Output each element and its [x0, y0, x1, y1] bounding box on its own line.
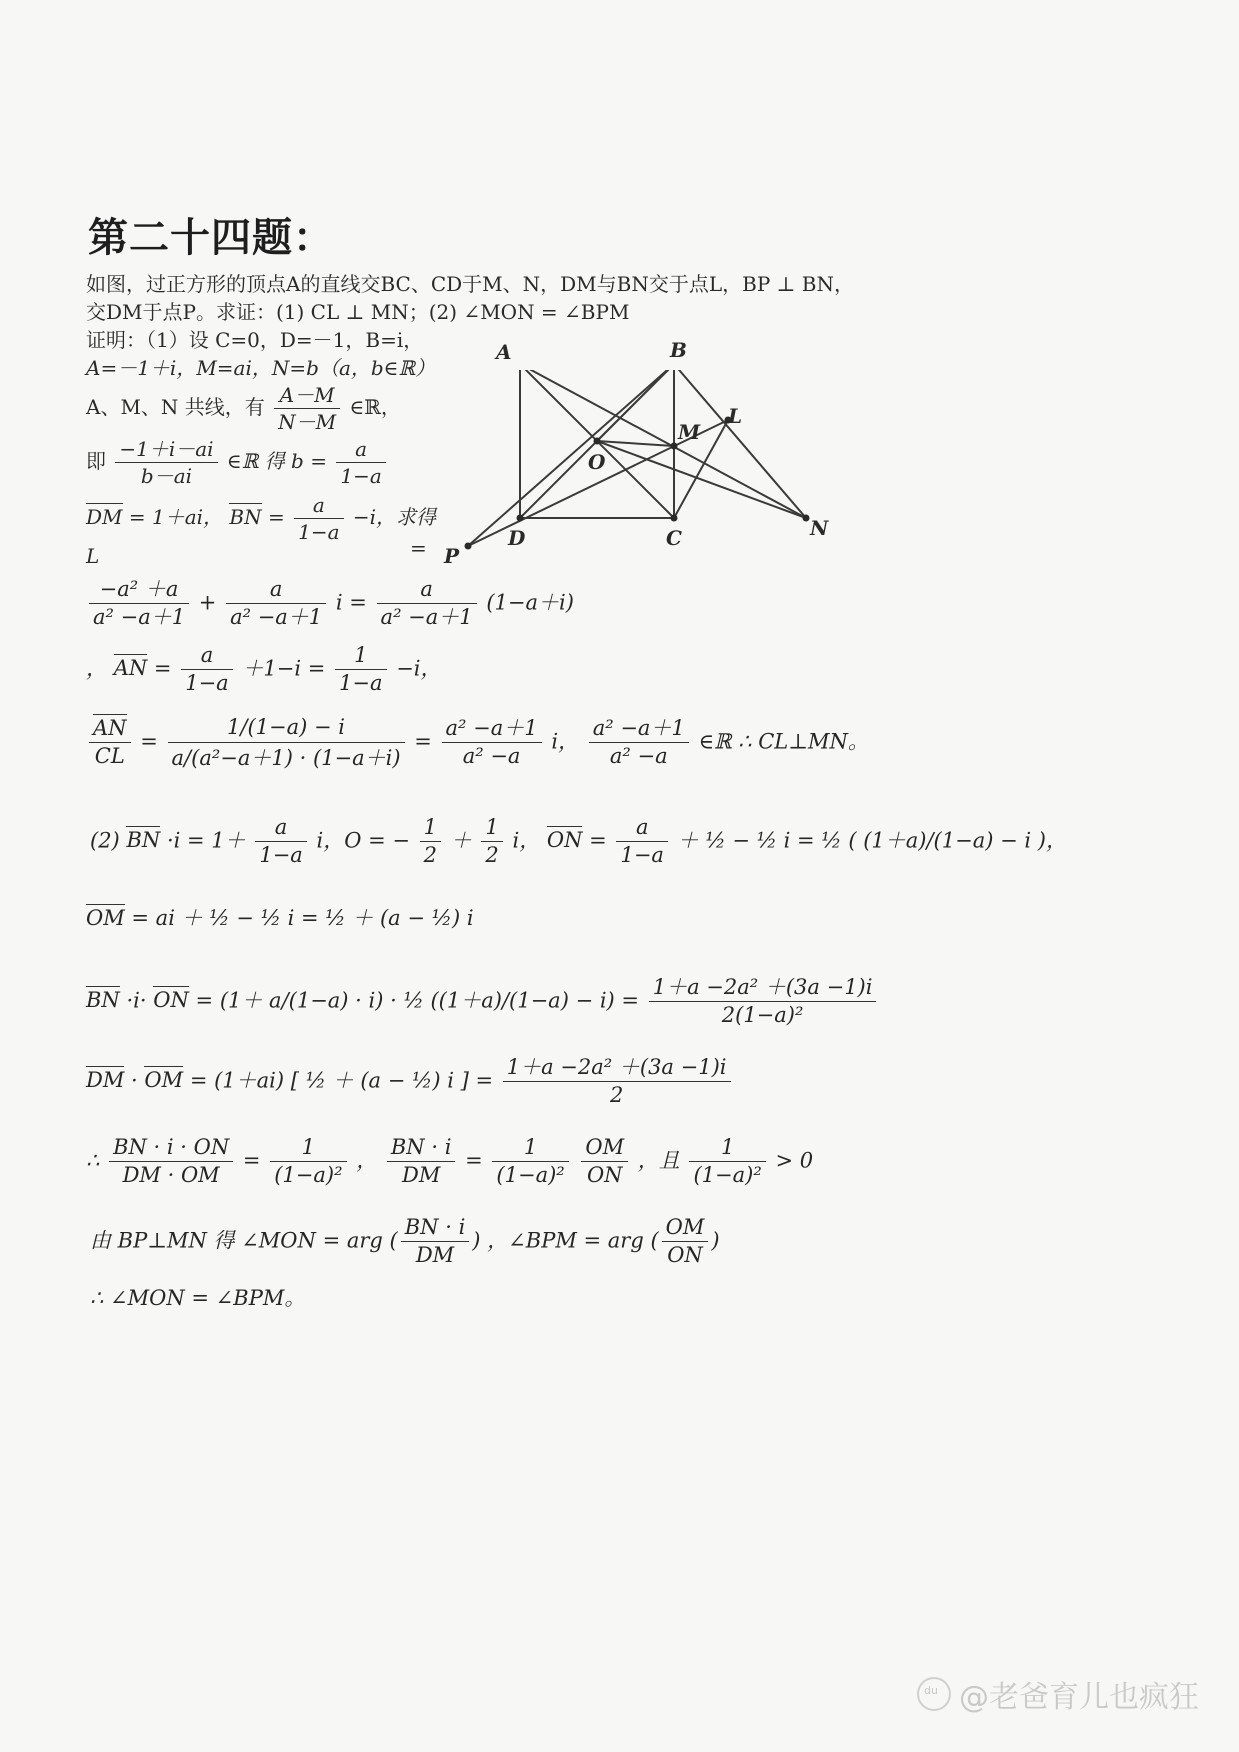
numerator: 1	[492, 1134, 568, 1162]
proof-collinear	[86, 382, 401, 435]
line-on	[597, 441, 806, 518]
numerator: a² −a＋1	[589, 715, 689, 743]
text: ＋1−i =	[242, 656, 326, 681]
fraction	[401, 1214, 470, 1270]
denominator: a² −a＋1	[230, 605, 323, 630]
text: =	[267, 505, 285, 529]
text: i =	[335, 590, 367, 615]
denominator: DM	[415, 1243, 455, 1268]
fraction	[335, 642, 386, 698]
fraction	[387, 1134, 456, 1190]
vector-dm: DM	[86, 505, 123, 529]
numerator: a	[255, 814, 306, 842]
denominator: 1−a	[339, 671, 383, 696]
text: ∈ℝ ∴ CL⊥MN。	[698, 729, 869, 754]
denominator: a² −a	[462, 744, 521, 769]
conclusion: ∴ ∠MON = ∠BPM。	[90, 1286, 306, 1310]
proof-vectors-dm-bn	[86, 492, 436, 545]
text: ·	[131, 1068, 138, 1093]
proof-l-label: L	[86, 544, 100, 568]
denominator: N－M	[278, 410, 337, 434]
fraction	[662, 1214, 709, 1270]
denominator	[89, 743, 131, 770]
denominator: 2	[423, 843, 438, 868]
vector-bn: BN	[229, 505, 262, 529]
vector-dm: DM	[86, 1068, 125, 1093]
numerator: 1	[270, 1134, 346, 1162]
fraction	[274, 382, 340, 435]
text: ，且	[637, 1148, 680, 1173]
denominator: a² −a＋1	[380, 605, 473, 630]
proof-setup-1: 证明：（1）设 C=0，D=－1，B=i，	[86, 328, 424, 352]
text: ，	[356, 1148, 378, 1173]
text: i，	[512, 828, 541, 853]
denominator: 2	[609, 1083, 624, 1108]
line-bn	[674, 370, 806, 518]
text: = (1＋ai) [ ½ ＋ (a − ½) i ] =	[189, 1068, 494, 1093]
text: 由 BP⊥MN 得 ∠MON = arg	[90, 1228, 383, 1253]
equation-l-value	[86, 576, 574, 632]
text: (1−a＋i)	[486, 590, 574, 615]
equation-ratio	[86, 1134, 813, 1190]
equation-dm-om	[86, 1054, 734, 1110]
label-m: M	[678, 420, 701, 444]
text: ·i·	[126, 988, 147, 1013]
numerator: 1＋a −2a² ＋(3a −1)i	[503, 1054, 731, 1082]
fraction	[115, 436, 217, 489]
watermark-text: @老爸育儿也疯狂	[959, 1680, 1199, 1715]
equation-an-over-cl	[86, 712, 869, 774]
point-c	[671, 515, 678, 522]
operator: =	[140, 729, 158, 754]
operator: =	[414, 729, 432, 754]
fraction	[168, 712, 405, 774]
numerator: −a² ＋a	[89, 576, 189, 604]
equation-part2	[90, 814, 1067, 870]
fraction	[270, 1134, 346, 1190]
denominator: a² −a	[609, 744, 668, 769]
point-m	[671, 443, 678, 450]
proof-solve-b	[86, 436, 389, 489]
fraction	[420, 814, 441, 870]
numerator: a	[294, 492, 343, 519]
problem-line-1: 如图，过正方形的顶点A的直线交BC、CD于M、N，DM与BN交于点L，BP ⊥ BN，	[86, 272, 854, 296]
equation-args: 由 BP⊥MN 得 ∠MON = arg ( $\frac{BN \cdot i}{DM}$ ) ，∠BPM = arg ( $\frac{OM}{ON}$ )	[90, 1214, 720, 1270]
numerator: 1	[335, 642, 386, 670]
label-d: D	[508, 526, 526, 550]
numerator	[89, 715, 131, 743]
fraction	[503, 1054, 731, 1110]
operator: +	[198, 590, 217, 615]
vector-cl: CL	[94, 744, 125, 769]
point-o	[594, 438, 601, 445]
proof-setup-2: A=－1＋i，M=ai，N=b（a，b∈ℝ）	[86, 356, 436, 380]
text: i，	[551, 729, 580, 754]
text: ∈ℝ，	[349, 395, 401, 419]
text: = 1＋ai，	[128, 505, 224, 529]
fraction	[336, 436, 385, 489]
text: ，∠BPM = arg	[487, 1228, 644, 1253]
label-a: A	[496, 340, 512, 364]
vector-on: ON	[546, 828, 583, 853]
numerator: a	[226, 576, 326, 604]
problem-line-2: 交DM于点P。求证：(1) CL ⊥ MN；(2) ∠MON = ∠BPM	[86, 300, 630, 324]
text: =	[465, 1148, 483, 1173]
text: =	[589, 828, 607, 853]
numerator: 1	[481, 814, 502, 842]
numerator: 1＋a −2a² ＋(3a −1)i	[649, 974, 877, 1002]
text: ∈ℝ 得 b =	[226, 449, 327, 473]
vector-on: ON	[153, 988, 189, 1013]
vector-bn: BN	[126, 828, 161, 853]
fraction	[481, 814, 502, 870]
label-o: O	[588, 450, 606, 474]
text: ∴	[86, 1148, 100, 1173]
text: 即	[86, 449, 106, 473]
label-p: P	[444, 544, 460, 568]
denominator: 2	[485, 843, 499, 868]
fraction	[616, 814, 667, 870]
numerator: a	[181, 642, 232, 670]
fraction	[89, 576, 189, 632]
numerator: BN · i	[387, 1134, 456, 1162]
numerator: a² −a＋1	[442, 715, 542, 743]
label-l: L	[728, 404, 743, 428]
numerator: OM	[662, 1214, 709, 1242]
line-an	[520, 370, 806, 518]
fraction	[255, 814, 306, 870]
fraction	[589, 715, 689, 771]
denominator: 1−a	[620, 843, 664, 868]
text: ，	[86, 656, 107, 681]
numerator: A－M	[274, 382, 340, 409]
text: (2)	[90, 828, 120, 853]
fraction	[581, 1134, 628, 1190]
denominator: a² −a＋1	[93, 605, 186, 630]
text: i，O = −	[316, 828, 410, 853]
vector-bn: BN	[86, 988, 120, 1013]
denominator: 2(1−a)²	[721, 1003, 804, 1028]
vector-om: OM	[144, 1068, 184, 1093]
denominator: DM · OM	[122, 1163, 220, 1188]
label-c: C	[666, 526, 682, 550]
proof-l-equals: =	[410, 536, 427, 560]
denominator: ON	[667, 1243, 703, 1268]
numerator: 1/(1−a) − i	[168, 712, 405, 743]
text: =	[242, 1148, 261, 1173]
fraction	[181, 642, 232, 698]
equation-an	[86, 642, 442, 698]
watermark	[917, 1672, 1199, 1716]
vector-om: OM	[86, 906, 125, 930]
denominator: b－ai	[140, 464, 193, 488]
text: −i，求得	[352, 505, 437, 529]
denominator: 1−a	[259, 843, 303, 868]
fraction	[442, 715, 542, 771]
numerator: 1	[420, 814, 441, 842]
denominator: DM	[401, 1163, 441, 1188]
fraction	[649, 974, 877, 1030]
equation-bn-i-on	[86, 974, 879, 1030]
numerator: BN · i	[401, 1214, 470, 1242]
denominator: ON	[586, 1163, 623, 1188]
denominator: 1−a	[298, 520, 340, 544]
denominator: (1−a)²	[274, 1163, 343, 1188]
fraction	[689, 1134, 765, 1190]
numerator: a	[377, 576, 477, 604]
text: =	[153, 656, 172, 681]
numerator: a	[336, 436, 385, 463]
denominator: (1−a)²	[693, 1163, 762, 1188]
text: ＋ ½ − ½ i = ½ ( (1＋a)/(1−a) − i )，	[677, 828, 1067, 853]
fraction	[89, 715, 131, 771]
point-p	[465, 543, 472, 550]
text: −i，	[396, 656, 442, 681]
denominator: (1−a)²	[496, 1163, 565, 1188]
fraction	[226, 576, 326, 632]
point-d	[517, 515, 524, 522]
page-title: 第二十四题：	[88, 215, 334, 261]
vector-an: AN	[93, 716, 127, 741]
baidu-paw-icon	[917, 1677, 951, 1711]
fraction	[492, 1134, 568, 1190]
fraction	[377, 576, 477, 632]
text: = (1＋ a/(1−a) · i) · ½ ((1＋a)/(1−a) − i) =	[195, 988, 640, 1013]
line-ob	[597, 370, 674, 441]
equation-om	[86, 902, 474, 932]
numerator: BN · i · ON	[109, 1134, 233, 1162]
denominator: 1−a	[185, 671, 229, 696]
label-n: N	[810, 516, 829, 540]
vector-an: AN	[113, 656, 148, 681]
denominator: 1−a	[340, 464, 382, 488]
numerator: a	[616, 814, 667, 842]
label-b: B	[670, 338, 687, 362]
text: ·i = 1＋	[166, 828, 246, 853]
fraction	[294, 492, 343, 545]
denominator: a/(a²−a＋1) · (1−a＋i)	[171, 746, 401, 771]
numerator: −1＋i－ai	[115, 436, 217, 463]
text: A、M、N 共线，有	[86, 395, 265, 419]
text: ＋	[450, 828, 472, 853]
text: = ai ＋ ½ − ½ i = ½ ＋ (a − ½) i	[131, 906, 474, 930]
numerator: OM	[581, 1134, 628, 1162]
fraction	[109, 1134, 233, 1190]
numerator: 1	[689, 1134, 765, 1162]
text: > 0	[775, 1148, 814, 1173]
point-n	[803, 515, 810, 522]
